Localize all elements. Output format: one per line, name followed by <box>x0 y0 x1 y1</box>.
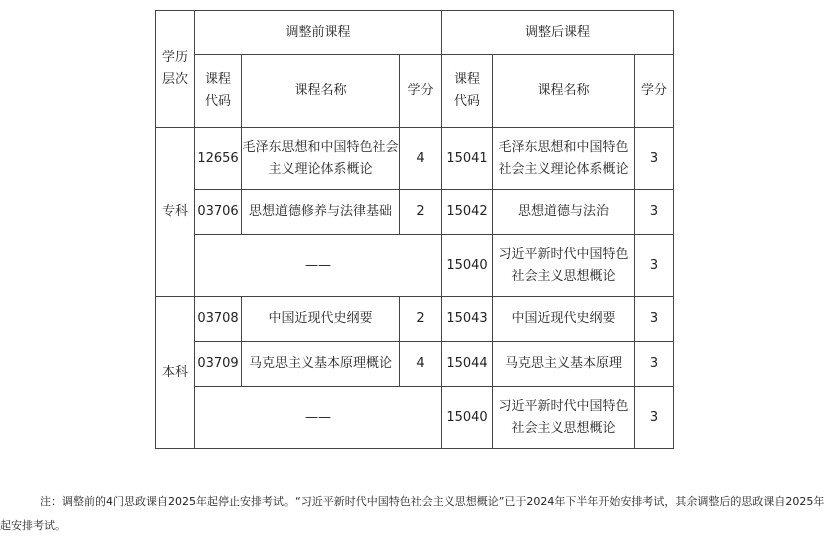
before-name: 思想道德修养与法律基础 <box>242 190 400 235</box>
after-code: 15042 <box>442 190 493 235</box>
after-name: 习近平新时代中国特色社会主义思想概论 <box>493 387 635 449</box>
level-cell: 本科 <box>156 297 195 449</box>
after-credit: 3 <box>635 387 674 449</box>
header-before-code: 课程代码 <box>195 55 242 128</box>
header-after-name: 课程名称 <box>493 55 635 128</box>
after-name: 思想道德与法治 <box>493 190 635 235</box>
table-row <box>156 297 674 342</box>
header-after-code: 课程代码 <box>442 55 493 128</box>
header-before-credit: 学分 <box>400 55 442 128</box>
table-row <box>156 387 674 449</box>
before-credit: 4 <box>400 128 442 190</box>
before-code: 03709 <box>195 342 242 387</box>
table-row <box>156 235 674 297</box>
header-before-name: 课程名称 <box>242 55 400 128</box>
after-code: 15043 <box>442 297 493 342</box>
header-level: 学历层次 <box>156 11 195 128</box>
before-credit: 2 <box>400 190 442 235</box>
header-after: 调整后课程 <box>442 11 674 55</box>
before-name: 中国近现代史纲要 <box>242 297 400 342</box>
after-name: 毛泽东思想和中国特色社会主义理论体系概论 <box>493 128 635 190</box>
table-row <box>156 128 674 190</box>
footnote: 注：调整前的4门思政课自2025年起停止安排考试。“习近平新时代中国特色社会主义思想概论”已于2024年下半年开始安排考试，其余调整后的思政课自2025年起安排考试。 <box>0 495 825 532</box>
before-code: 03706 <box>195 190 242 235</box>
before-credit: 2 <box>400 297 442 342</box>
course-adjustment-table <box>155 10 674 449</box>
after-code: 15041 <box>442 128 493 190</box>
before-credit: 4 <box>400 342 442 387</box>
header-after-credit: 学分 <box>635 55 674 128</box>
after-code: 15040 <box>442 235 493 297</box>
after-name: 马克思主义基本原理 <box>493 342 635 387</box>
after-code: 15044 <box>442 342 493 387</box>
before-code: 12656 <box>195 128 242 190</box>
after-name: 中国近现代史纲要 <box>493 297 635 342</box>
header-before: 调整前课程 <box>195 11 442 55</box>
after-name: 习近平新时代中国特色社会主义思想概论 <box>493 235 635 297</box>
after-credit: 3 <box>635 342 674 387</box>
level-cell: 专科 <box>156 128 195 297</box>
table-row <box>156 342 674 387</box>
after-code: 15040 <box>442 387 493 449</box>
after-credit: 3 <box>635 128 674 190</box>
table-row <box>156 190 674 235</box>
empty-dash: —— <box>195 387 442 449</box>
after-credit: 3 <box>635 190 674 235</box>
after-credit: 3 <box>635 297 674 342</box>
after-credit: 3 <box>635 235 674 297</box>
before-code: 03708 <box>195 297 242 342</box>
before-name: 马克思主义基本原理概论 <box>242 342 400 387</box>
before-name: 毛泽东思想和中国特色社会主义理论体系概论 <box>242 128 400 190</box>
empty-dash: —— <box>195 235 442 297</box>
